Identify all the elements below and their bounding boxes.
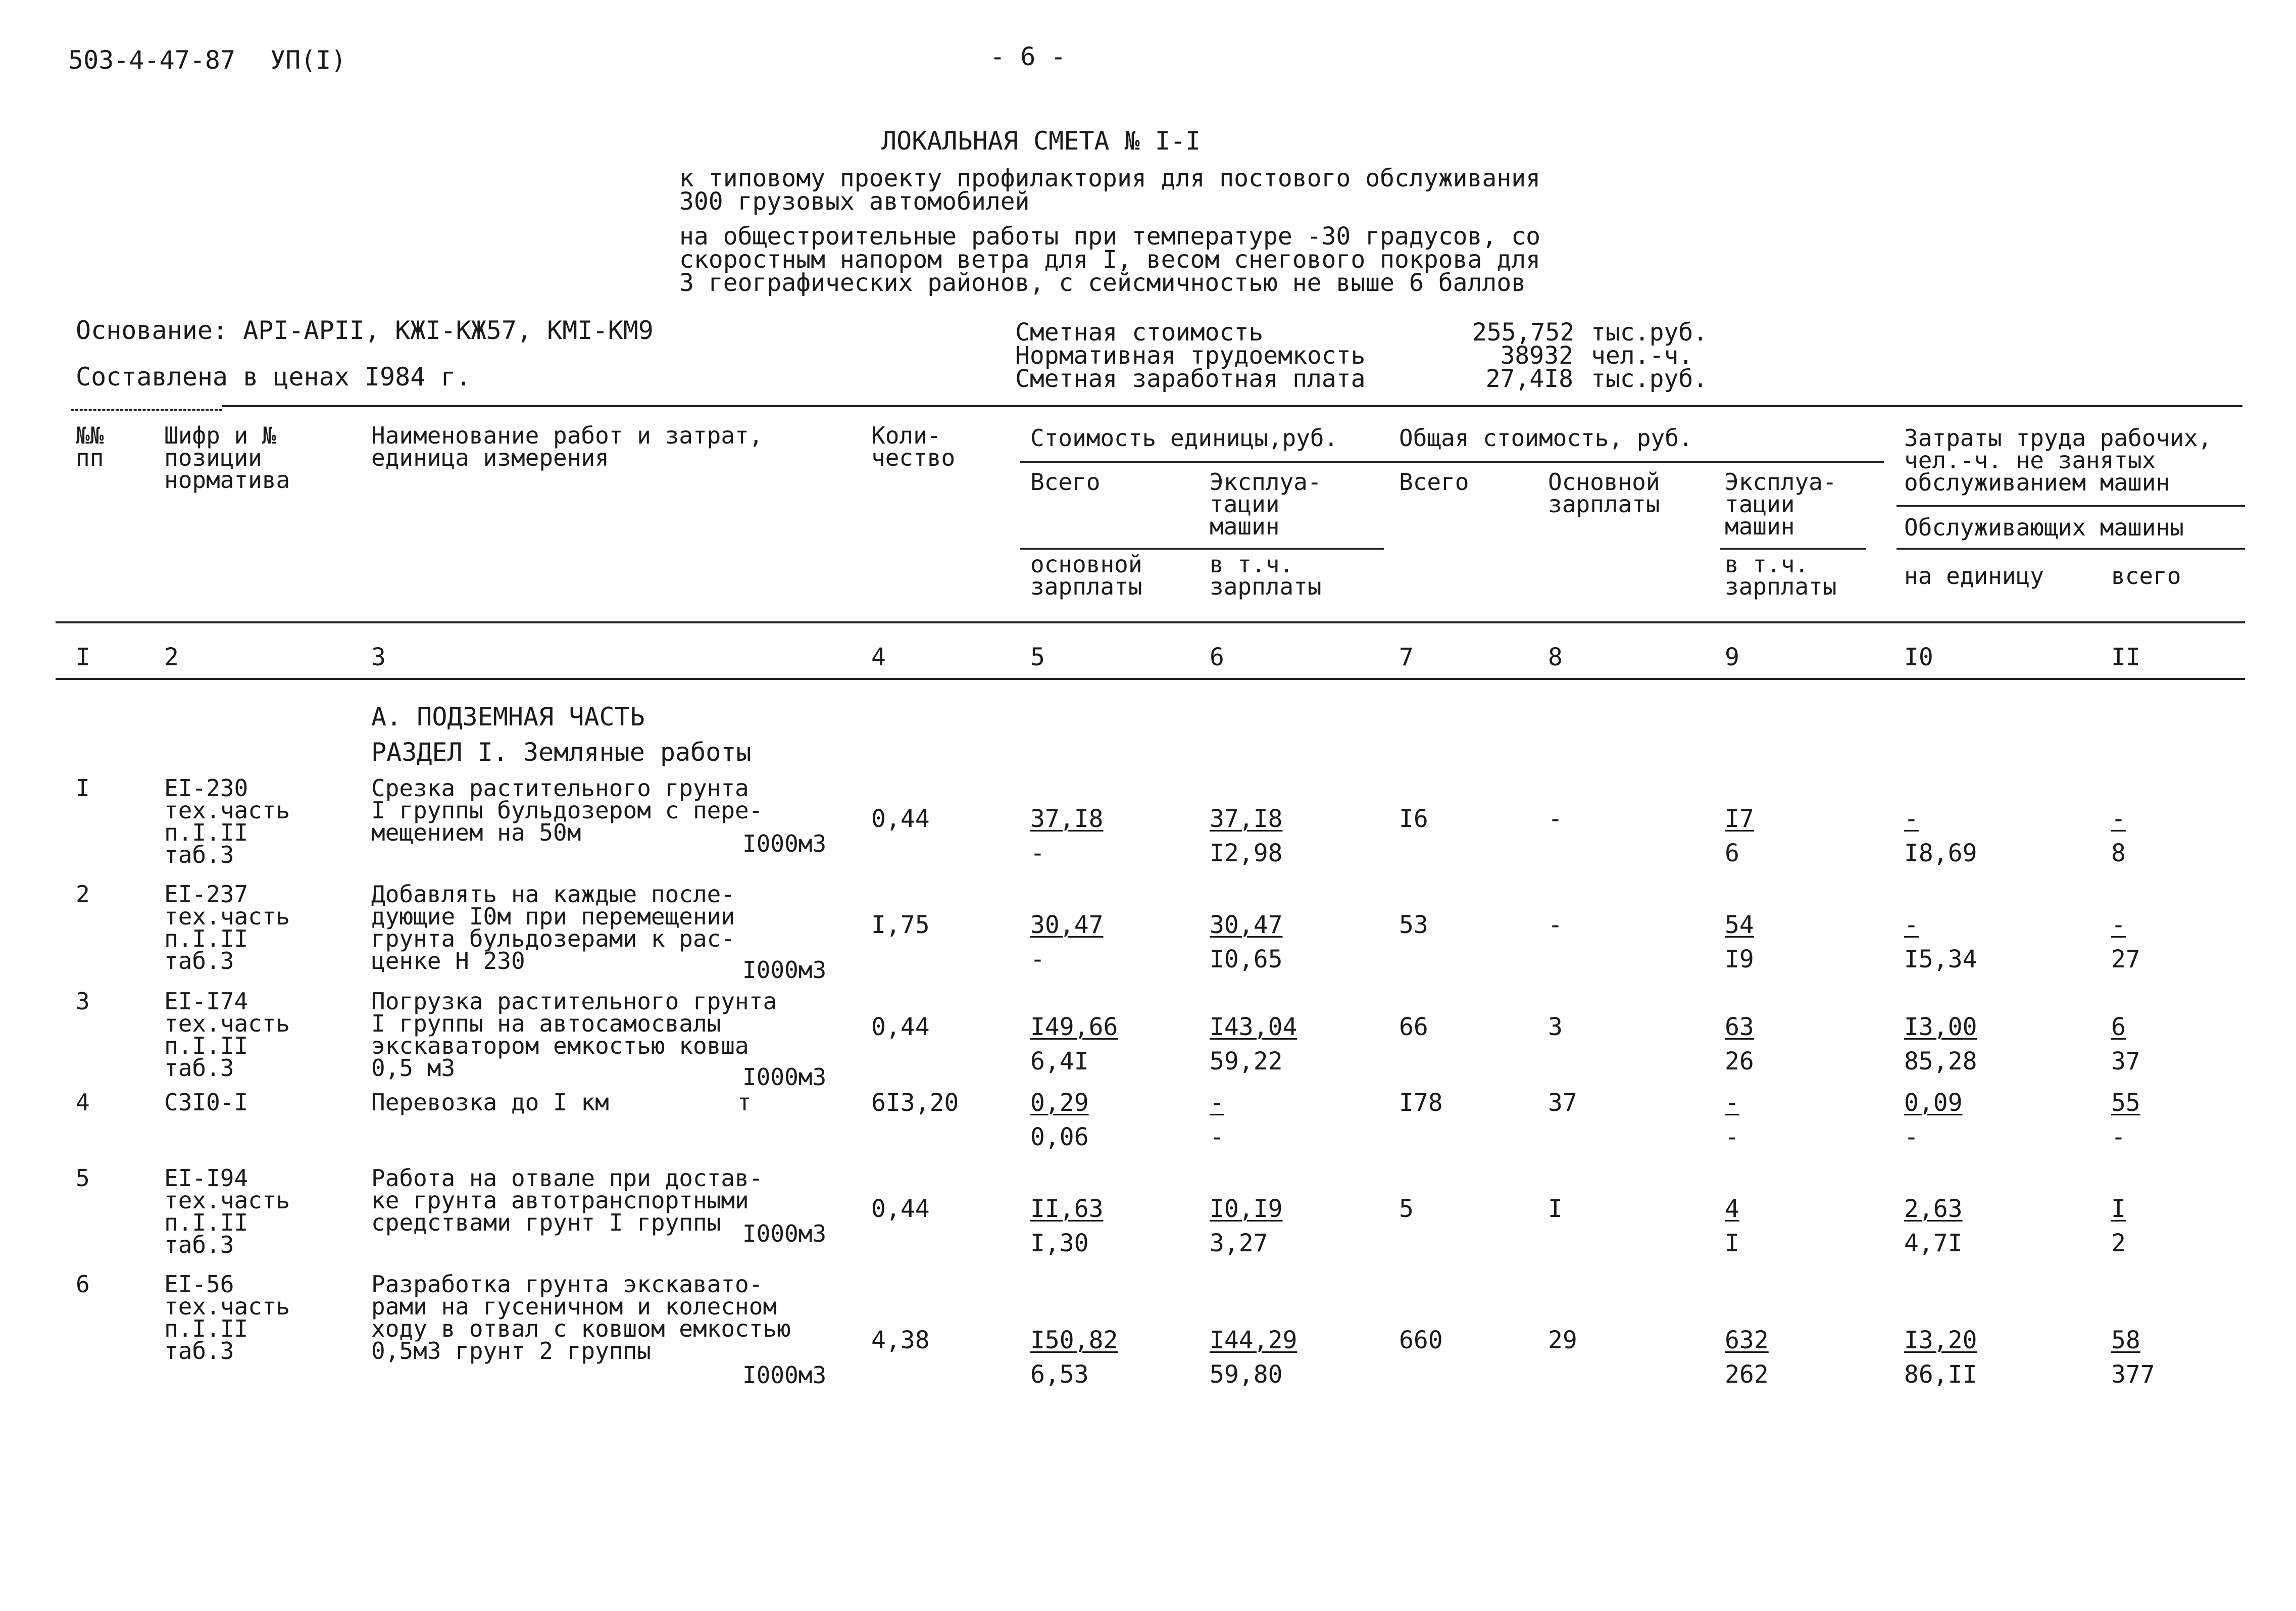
row-name: Погрузка растительного грунта I группы на автосамосвалы экскаватором емкостью ковша 0,5 м3 [371, 988, 777, 1082]
row-qty: 4,38 [871, 1326, 930, 1354]
row-c7: 66 [1399, 1013, 1428, 1041]
summary-values: 255,752 38932 27,4I8 [1472, 318, 1575, 393]
row-c11-bottom: - [2111, 1123, 2126, 1151]
th-c10: на единицу [1904, 562, 2044, 590]
row-number: 4 [76, 1089, 90, 1116]
row-unit: I000м3 [742, 830, 827, 857]
basis-text: Основание: АРI-АРII, КЖI-КЖ57, КМI-КМ9 [76, 316, 654, 345]
row-c11-bottom: 2 [2111, 1229, 2126, 1257]
row-c5-top: 37,I8 [1030, 805, 1104, 833]
th-code: Шифр и № позиции норматива [164, 422, 290, 494]
section-heading: РАЗДЕЛ I. Земляные работы [371, 738, 752, 767]
row-c9-bottom: I9 [1725, 945, 1754, 973]
row-c10-bottom: - [1904, 1123, 1919, 1151]
col-number: II [2111, 643, 2140, 671]
th-total-cost: Общая стоимость, руб. [1399, 424, 1693, 452]
row-c5-top: 0,29 [1030, 1089, 1089, 1117]
doc-code: 503-4-47-87 [68, 45, 236, 75]
row-code: ЕI-I94 тех.часть п.I.II таб.3 [164, 1164, 290, 1258]
album-code: УП(I) [270, 45, 346, 75]
row-name: Добавлять на каждые после- дующие I0м при перемещении грунта бульдозерами к рас- ценке Н 230 [371, 881, 735, 974]
row-number: 6 [76, 1271, 90, 1298]
top-dashed-rule [71, 409, 222, 411]
row-c9-top: 632 [1725, 1326, 1769, 1354]
row-code: ЕI-56 тех.часть п.I.II таб.3 [164, 1271, 290, 1364]
row-c5-bottom: I,30 [1030, 1229, 1089, 1257]
row-c10-bottom: I8,69 [1904, 839, 1977, 867]
header-bottom-rule [56, 621, 2245, 623]
col-number: 6 [1210, 643, 1224, 671]
row-c9-bottom: 26 [1725, 1047, 1754, 1076]
th-quantity: Коли- чество [871, 422, 956, 471]
row-number: I [76, 774, 90, 802]
row-c8: - [1548, 911, 1563, 939]
col-number: 3 [371, 643, 386, 671]
row-c8: 3 [1548, 1013, 1563, 1041]
row-unit: т [737, 1089, 752, 1116]
th-name: Наименование работ и затрат, единица измерения [371, 422, 763, 471]
row-number: 2 [76, 881, 90, 908]
col-number: 4 [871, 643, 886, 671]
row-c5-top: II,63 [1030, 1195, 1104, 1223]
summary-labels: Сметная стоимость Нормативная трудоемкость Сметная заработная плата [1015, 318, 1366, 393]
th-labor-group: Обслуживающих машины [1904, 514, 2184, 541]
row-c10-bottom: 85,28 [1904, 1047, 1977, 1076]
labor-sub-rule [1896, 548, 2245, 550]
row-name: Работа на отвале при достав- ке грунта автотранспортными средствами грунт I группы [371, 1164, 763, 1236]
row-c7: 5 [1399, 1195, 1414, 1223]
row-c7: 53 [1399, 911, 1428, 939]
table-top-rule [222, 405, 2242, 407]
col-number: 9 [1725, 643, 1739, 671]
summary-units: тыс.руб. чел.-ч. тыс.руб. [1591, 318, 1708, 393]
th-c6-top: Эксплуа- тации машин [1210, 468, 1322, 540]
row-c8: I [1548, 1195, 1563, 1223]
row-c11-top: I [2111, 1195, 2126, 1223]
th-c5-top: Всего [1030, 468, 1101, 496]
row-c6-top: - [1210, 1089, 1224, 1117]
row-c11-top: - [2111, 805, 2126, 833]
row-qty: 0,44 [871, 1013, 930, 1041]
row-c5-bottom: - [1030, 945, 1045, 973]
row-code: ЕI-I74 тех.часть п.I.II таб.3 [164, 988, 290, 1082]
row-name: Разработка грунта экскавато- рами на гусеничном и колесном ходу в отвал с ковшом емкостью 0,5м3 грунт 2 группы [371, 1271, 791, 1364]
col-number: I0 [1904, 643, 1933, 671]
row-c6-top: I0,I9 [1210, 1195, 1283, 1223]
col-number: 8 [1548, 643, 1563, 671]
row-c11-top: 6 [2111, 1013, 2126, 1041]
row-c9-top: 54 [1725, 911, 1754, 939]
row-c6-bottom: - [1210, 1123, 1224, 1151]
row-name: Перевозка до I км [371, 1089, 609, 1116]
row-c7: I78 [1399, 1089, 1443, 1117]
row-c5-bottom: 0,06 [1030, 1123, 1089, 1151]
row-code: ЕI-230 тех.часть п.I.II таб.3 [164, 774, 290, 868]
row-c6-bottom: I2,98 [1210, 839, 1283, 867]
row-c6-bottom: 3,27 [1210, 1229, 1268, 1257]
row-c9-bottom: I [1725, 1229, 1739, 1257]
row-c11-bottom: 37 [2111, 1047, 2140, 1076]
row-c7: I6 [1399, 805, 1428, 833]
row-unit: I000м3 [742, 1063, 827, 1091]
th-c11: всего [2111, 562, 2181, 590]
row-c10-top: - [1904, 911, 1919, 939]
row-c6-top: I44,29 [1210, 1326, 1297, 1354]
doc-title: ЛОКАЛЬНАЯ СМЕТА № I-I [881, 126, 1201, 156]
row-c6-bottom: 59,80 [1210, 1360, 1283, 1389]
row-c8: 37 [1548, 1089, 1577, 1117]
row-c9-top: 63 [1725, 1013, 1754, 1041]
row-c5-bottom: 6,53 [1030, 1360, 1089, 1389]
row-c10-top: 2,63 [1904, 1195, 1963, 1223]
th-labor: Затраты труда рабочих, чел.-ч. не занятых обслуживанием машин [1904, 424, 2212, 496]
row-c10-bottom: 86,II [1904, 1360, 1977, 1389]
row-c9-top: I7 [1725, 805, 1754, 833]
row-c11-top: 55 [2111, 1089, 2140, 1117]
th-c9-bottom: в т.ч. зарплаты [1725, 551, 1837, 600]
page-number: - 6 - [990, 42, 1066, 71]
th-c6-bottom: в т.ч. зарплаты [1210, 551, 1322, 600]
row-unit: I000м3 [742, 1361, 827, 1389]
row-c8: - [1548, 805, 1563, 833]
prices-text: Составлена в ценах I984 г. [76, 362, 471, 392]
th-c8: Основной зарплаты [1548, 468, 1660, 518]
row-c5-bottom: - [1030, 839, 1045, 867]
row-c11-bottom: 8 [2111, 839, 2126, 867]
part-heading: А. ПОДЗЕМНАЯ ЧАСТЬ [371, 702, 645, 731]
col-number: 7 [1399, 643, 1414, 671]
th-c7: Всего [1399, 468, 1469, 496]
c9-mid-rule [1720, 548, 1866, 550]
col-number: 2 [164, 643, 179, 671]
row-code: ЕI-237 тех.часть п.I.II таб.3 [164, 881, 290, 974]
row-c5-top: 30,47 [1030, 911, 1104, 939]
row-c6-bottom: 59,22 [1210, 1047, 1283, 1076]
unit-cost-mid-rule [1020, 548, 1384, 550]
row-c11-top: 58 [2111, 1326, 2140, 1354]
col-number: 5 [1030, 643, 1045, 671]
row-c6-top: 30,47 [1210, 911, 1283, 939]
row-qty: 0,44 [871, 1195, 930, 1223]
th-unit-cost: Стоимость единицы,руб. [1030, 424, 1338, 452]
row-c10-top: 0,09 [1904, 1089, 1963, 1117]
row-c9-bottom: 6 [1725, 839, 1739, 867]
row-c6-bottom: I0,65 [1210, 945, 1283, 973]
row-c8: 29 [1548, 1326, 1577, 1354]
row-c9-top: 4 [1725, 1195, 1739, 1223]
row-c10-bottom: I5,34 [1904, 945, 1977, 973]
row-c11-bottom: 27 [2111, 945, 2140, 973]
row-c10-top: I3,00 [1904, 1013, 1977, 1041]
row-number: 3 [76, 988, 90, 1015]
row-c9-bottom: 262 [1725, 1360, 1769, 1389]
row-qty: I,75 [871, 911, 930, 939]
col-number: I [76, 643, 90, 671]
th-number: №№ пп [76, 422, 104, 471]
row-c10-top: I3,20 [1904, 1326, 1977, 1354]
row-c10-bottom: 4,7I [1904, 1229, 1963, 1257]
row-unit: I000м3 [742, 1220, 827, 1247]
doc-subtitle-conditions: на общестроительные работы при температуре -30 градусов, со скоростным напором ветра для I, весом снегового покрова для 3 географических районов, с сейсмичностью не выше 6 баллов [679, 222, 1541, 297]
column-numbers-rule [56, 678, 2245, 680]
row-c9-bottom: - [1725, 1123, 1739, 1151]
unit-total-cost-rule [1020, 461, 1884, 463]
labor-group-rule [1896, 505, 2245, 507]
row-c11-top: - [2111, 911, 2126, 939]
row-c9-top: - [1725, 1089, 1739, 1117]
row-qty: 0,44 [871, 805, 930, 833]
th-c9-top: Эксплуа- тации машин [1725, 468, 1837, 540]
th-c5-bottom: основной зарплаты [1030, 551, 1142, 600]
row-c6-top: I43,04 [1210, 1013, 1297, 1041]
row-c5-top: I50,82 [1030, 1326, 1118, 1354]
row-name: Срезка растительного грунта I группы бульдозером с пере- мещением на 50м [371, 774, 763, 846]
row-c10-top: - [1904, 805, 1919, 833]
row-qty: 6I3,20 [871, 1089, 959, 1117]
row-c5-top: I49,66 [1030, 1013, 1118, 1041]
row-unit: I000м3 [742, 956, 827, 984]
row-c7: 660 [1399, 1326, 1443, 1354]
row-c11-bottom: 377 [2111, 1360, 2155, 1389]
row-code: С3I0-I [164, 1089, 248, 1116]
doc-subtitle-project: к типовому проекту профилактория для постового обслуживания 300 грузовых автомобилей [679, 164, 1541, 216]
row-c5-bottom: 6,4I [1030, 1047, 1089, 1076]
row-c6-top: 37,I8 [1210, 805, 1283, 833]
row-number: 5 [76, 1164, 90, 1192]
